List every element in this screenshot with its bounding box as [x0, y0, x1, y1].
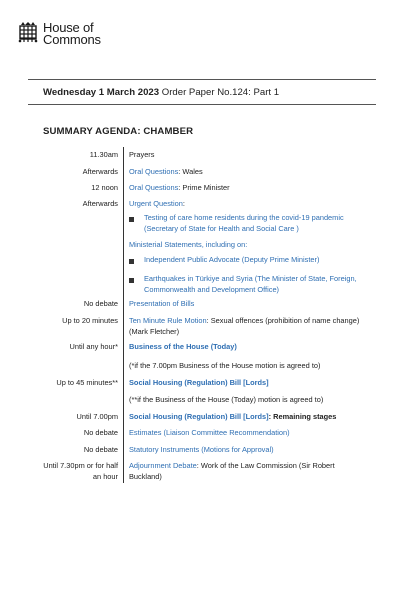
- presentation-of-bills-link[interactable]: Presentation of Bills: [129, 299, 195, 308]
- agenda-time: Up to 45 minutes**: [56, 378, 118, 387]
- social-housing-bill-link[interactable]: Social Housing (Regulation) Bill [Lords]: [129, 378, 269, 387]
- agenda-item-detail: : Work of the Law Commission (Sir Robert Buckland): [129, 461, 335, 481]
- bullet-icon: [129, 217, 134, 222]
- agenda-time: No debate: [83, 299, 118, 308]
- agenda-item-detail: : Sexual offences (prohibition of name change) (Mark Fletcher): [129, 316, 360, 336]
- agenda-timeline-line: [123, 147, 124, 483]
- agenda-time: 12 noon: [91, 183, 118, 192]
- house-of-commons-logo: [18, 22, 101, 50]
- ten-minute-rule-motion-link[interactable]: Ten Minute Rule Motion: [129, 316, 207, 325]
- header-rest: Order Paper No.124: Part 1: [159, 87, 280, 98]
- bullet-icon: [129, 278, 134, 283]
- agenda-time: Up to 20 minutes: [62, 316, 118, 325]
- adjournment-debate-link[interactable]: Adjournment Debate: [129, 461, 197, 470]
- urgent-question-topic-link[interactable]: Testing of care home residents during the covid-19 pandemic (Secretary of State for Health and Social Care ): [144, 213, 344, 233]
- section-title: SUMMARY AGENDA: CHAMBER: [43, 126, 194, 137]
- business-of-the-house-link[interactable]: Business of the House (Today): [129, 342, 237, 351]
- urgent-question-link[interactable]: Urgent Question: [129, 199, 183, 208]
- oral-questions-link[interactable]: Oral Questions: [129, 183, 179, 192]
- ministerial-statements-link[interactable]: Ministerial Statements, including on:: [129, 240, 248, 249]
- statement-link[interactable]: Independent Public Advocate (Deputy Prime Minister): [144, 255, 320, 264]
- agenda-time: Until 7.00pm: [76, 412, 118, 421]
- agenda-item: [129, 412, 369, 423]
- portcullis-icon: [18, 22, 38, 44]
- agenda-time: Until any hour*: [69, 342, 118, 351]
- logo-line-1: House of: [43, 20, 94, 35]
- agenda-time: 11.30am: [89, 150, 118, 159]
- agenda-time: No debate: [83, 445, 118, 454]
- agenda-item: [129, 316, 369, 337]
- agenda-time: No debate: [83, 428, 118, 437]
- agenda-item: [129, 183, 369, 194]
- top-divider: [28, 79, 376, 80]
- bullet-icon: [129, 259, 134, 264]
- oral-questions-link[interactable]: Oral Questions: [129, 167, 179, 176]
- agenda-time: Afterwards: [82, 199, 118, 208]
- agenda-item-detail: : Wales: [178, 167, 203, 176]
- agenda-note: (**if the Business of the House (Today) motion is agreed to): [129, 395, 324, 404]
- estimates-link[interactable]: Estimates (Liaison Committee Recommendation): [129, 428, 290, 437]
- header-divider: [28, 104, 376, 105]
- order-paper-header: [43, 87, 279, 98]
- agenda-item-detail: :: [182, 199, 185, 208]
- agenda-item-prayers: Prayers: [129, 150, 155, 159]
- agenda-item-detail: : Prime Minister: [178, 183, 230, 192]
- statement-link[interactable]: Earthquakes in Türkiye and Syria (The Minister of State, Foreign, Commonwealth and Development Office): [144, 274, 357, 294]
- agenda-item: [129, 167, 369, 178]
- agenda-note: (*if the 7.00pm Business of the House motion is agreed to): [129, 361, 321, 370]
- agenda-item-detail: : Remaining stages: [268, 412, 337, 421]
- agenda-item: [129, 199, 369, 210]
- social-housing-bill-link[interactable]: Social Housing (Regulation) Bill [Lords]: [129, 412, 269, 421]
- agenda-item: [129, 461, 369, 482]
- header-date: Wednesday 1 March 2023: [43, 87, 160, 98]
- statutory-instruments-link[interactable]: Statutory Instruments (Motions for Approval): [129, 445, 274, 454]
- logo-line-2: Commons: [43, 32, 101, 47]
- agenda-time: Afterwards: [82, 167, 118, 176]
- agenda-time: Until 7.30pm or for half an hour: [43, 461, 118, 481]
